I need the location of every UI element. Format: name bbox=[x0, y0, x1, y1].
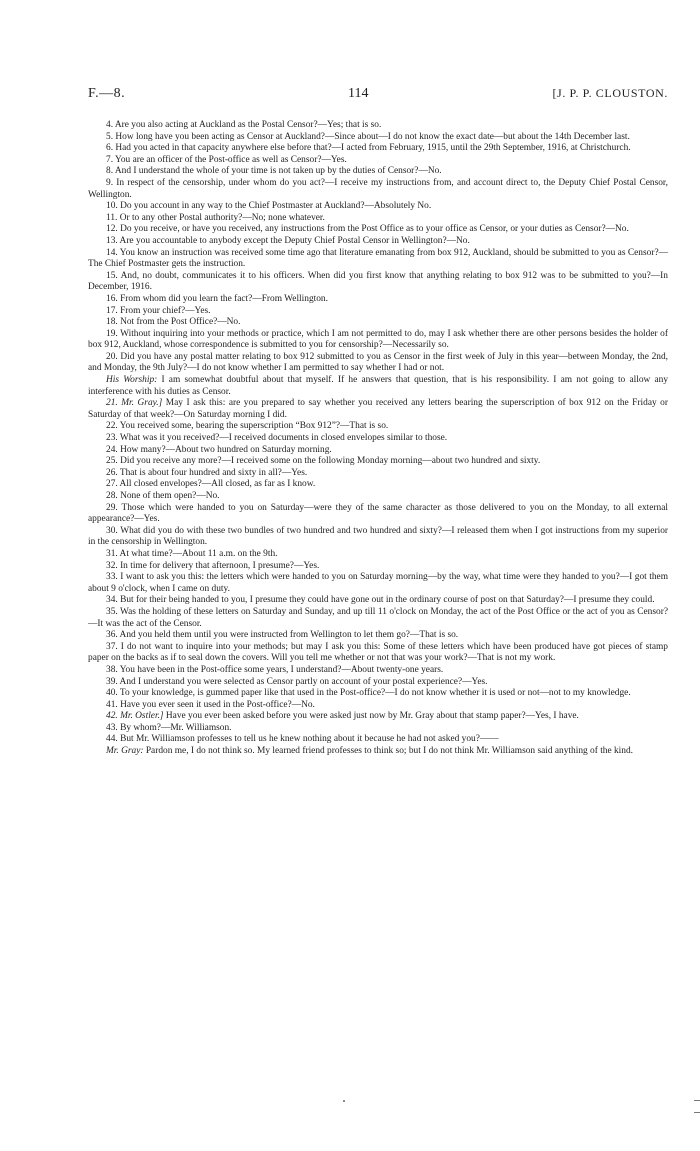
paragraph-text: 10. Do you account in any way to the Chief Postmaster at Auckland?—Absolutely No. bbox=[106, 201, 432, 212]
paragraph-text: 13. Are you accountable to anybody except the Deputy Chief Postal Censor in Wellington?—No. bbox=[106, 235, 470, 246]
testimony-paragraph bbox=[88, 526, 668, 549]
testimony-paragraph bbox=[88, 120, 668, 132]
paragraph-text: Have you ever been asked before you were asked just now by Mr. Gray about that stamp paper?—Yes, I have. bbox=[165, 711, 579, 722]
paragraph-text: 36. And you held them until you were instructed from Wellington to let them go?—That is so. bbox=[106, 630, 459, 641]
paragraph-text: 32. In time for delivery that afternoon, I presume?—Yes. bbox=[106, 560, 320, 571]
paragraph-text: 17. From your chief?—Yes. bbox=[106, 305, 211, 316]
paragraph-text: 18. Not from the Post Office?—No. bbox=[106, 317, 241, 328]
testimony-paragraph bbox=[88, 711, 668, 723]
paragraph-text: 37. I do not want to inquire into your methods; but may I ask you this: Some of these letters which have been produced have got pieces of stamp paper on the backs as if to seal down the covers. Will you tell me whether or not that was your work?—That is not my work. bbox=[88, 641, 668, 664]
testimony-paragraph bbox=[88, 398, 668, 421]
paragraph-text: 24. How many?—About two hundred on Saturday morning. bbox=[106, 444, 332, 455]
speaker-label: Mr. Gray: bbox=[106, 746, 144, 757]
paragraph-text: 39. And I understand you were selected as Censor partly on account of your postal experience?—Yes. bbox=[106, 676, 488, 687]
paragraph-text: 15. And, no doubt, communicates it to his officers. When did you first know that anything relating to box 912 was to be submitted to you?—In December, 1916. bbox=[88, 270, 668, 293]
testimony-paragraph bbox=[88, 143, 668, 155]
paragraph-text: 9. In respect of the censorship, under whom do you act?—I receive my instructions from, and account direct to, the Deputy Chief Postal Censor, Wellington. bbox=[88, 177, 668, 200]
page-speck bbox=[343, 1100, 345, 1102]
testimony-paragraph bbox=[88, 677, 668, 689]
testimony-body bbox=[88, 120, 668, 758]
testimony-paragraph bbox=[88, 561, 668, 573]
paragraph-text: 12. Do you receive, or have you received, any instructions from the Post Office as to your office as Censor, or your duties as Censor?—No. bbox=[106, 224, 629, 235]
testimony-paragraph bbox=[88, 294, 668, 306]
paragraph-text: 5. How long have you been acting as Censor at Auckland?—Since about—I do not know the exact date—but about the 14th December last. bbox=[106, 131, 630, 142]
paragraph-text: 22. You received some, bearing the superscription “Box 912”?—That is so. bbox=[106, 421, 389, 432]
testimony-paragraph bbox=[88, 178, 668, 201]
paragraph-text: 4. Are you also acting at Auckland as the Postal Censor?—Yes; that is so. bbox=[106, 120, 382, 130]
testimony-paragraph bbox=[88, 456, 668, 468]
testimony-paragraph bbox=[88, 271, 668, 294]
edge-mark bbox=[694, 1112, 700, 1113]
paragraph-text: 23. What was it you received?—I received documents in closed envelopes similar to those. bbox=[106, 433, 448, 444]
paragraph-text: 33. I want to ask you this: the letters which were handed to you on Saturday morning—by the way, what time were they handed to you?—I got them about 9 o'clock, when I came on duty. bbox=[88, 572, 668, 594]
testimony-paragraph bbox=[88, 734, 668, 746]
paragraph-text: 14. You know an instruction was received some time ago that literature emanating from box 912, Auckland, should be submitted to you as Censor?—The Chief Postmaster gets the instruction. bbox=[88, 247, 668, 270]
edge-mark bbox=[694, 1100, 700, 1101]
page-header bbox=[88, 86, 668, 108]
speaker-label: 42. Mr. Ostler.] bbox=[106, 711, 164, 722]
testimony-paragraph bbox=[88, 352, 668, 375]
testimony-paragraph bbox=[88, 746, 668, 758]
testimony-paragraph bbox=[88, 375, 668, 398]
paragraph-text: 31. At what time?—About 11 a.m. on the 9th. bbox=[106, 548, 278, 559]
testimony-paragraph bbox=[88, 155, 668, 167]
paragraph-text: 44. But Mr. Williamson professes to tell us he knew nothing about it because he had not asked you?—— bbox=[106, 734, 499, 745]
testimony-paragraph bbox=[88, 433, 668, 445]
paragraph-text: 29. Those which were handed to you on Saturday—were they of the same character as those delivered to you on the Monday, to all external appearance?—Yes. bbox=[88, 502, 668, 525]
testimony-paragraph bbox=[88, 166, 668, 178]
document-reference: F.—8. bbox=[88, 86, 126, 101]
paragraph-text: 20. Did you have any postal matter relating to box 912 submitted to you as Censor in the first week of July in this year—between Monday, the 2nd, and Monday, the 9th July?—I do not know whether I am permitted to say whether I had or not. bbox=[88, 351, 668, 374]
paragraph-text: 27. All closed envelopes?—All closed, as far as I know. bbox=[106, 479, 316, 490]
paragraph-text: 19. Without inquiring into your methods or practice, which I am not permitted to do, may I ask whether there are other persons besides the holder of box 912, Auckland, whose correspondence is submitted to you for censorship?—Necessarily so. bbox=[88, 328, 668, 351]
testimony-paragraph bbox=[88, 306, 668, 318]
speaker-label: 21. Mr. Gray.] bbox=[106, 398, 163, 409]
paragraph-text: Pardon me, I do not think so. My learned friend professes to think so; but I do not think Mr. Williamson said anything of the kind. bbox=[145, 746, 633, 757]
paragraph-text: 16. From whom did you learn the fact?—From Wellington. bbox=[106, 293, 328, 304]
testimony-paragraph bbox=[88, 723, 668, 735]
document-page bbox=[88, 86, 668, 758]
testimony-paragraph bbox=[88, 595, 668, 607]
paragraph-text: 28. None of them open?—No. bbox=[106, 491, 220, 501]
paragraph-text: 26. That is about four hundred and sixty in all?—Yes. bbox=[106, 467, 308, 478]
paragraph-text: 6. Had you acted in that capacity anywhere else before that?—I acted from February, 1915, until the 29th September, 1916, at Christchurch. bbox=[106, 143, 631, 154]
testimony-paragraph bbox=[88, 688, 668, 700]
testimony-paragraph bbox=[88, 445, 668, 457]
paragraph-text: 38. You have been in the Post-office some years, I understand?—About twenty-one years. bbox=[106, 664, 444, 675]
testimony-paragraph bbox=[88, 491, 668, 503]
testimony-paragraph bbox=[88, 421, 668, 433]
testimony-paragraph bbox=[88, 317, 668, 329]
testimony-paragraph bbox=[88, 201, 668, 213]
testimony-paragraph bbox=[88, 630, 668, 642]
testimony-paragraph bbox=[88, 549, 668, 561]
testimony-paragraph bbox=[88, 572, 668, 595]
testimony-paragraph bbox=[88, 236, 668, 248]
testimony-paragraph bbox=[88, 468, 668, 480]
paragraph-text: I am somewhat doubtful about that myself. If he answers that question, that is his responsibility. I am not going to allow any interference with his duties as Censor. bbox=[88, 375, 669, 397]
paragraph-text: 11. Or to any other Postal authority?—No; none whatever. bbox=[106, 212, 325, 223]
paragraph-text: 30. What did you do with these two bundles of two hundred and two hundred and sixty?—I released them when I got instructions from my superior in the censorship in Wellington. bbox=[88, 525, 668, 548]
testimony-paragraph bbox=[88, 248, 668, 271]
paragraph-text: 43. By whom?—Mr. Williamson. bbox=[106, 722, 232, 733]
paragraph-text: 41. Have you ever seen it used in the Post-office?—No. bbox=[106, 699, 315, 710]
paragraph-text: 7. You are an officer of the Post-office as well as Censor?—Yes. bbox=[106, 154, 347, 165]
paragraph-text: 8. And I understand the whole of your time is not taken up by the duties of Censor?—No. bbox=[106, 166, 442, 177]
testimony-paragraph bbox=[88, 132, 668, 144]
paragraph-text: May I ask this: are you prepared to say whether you received any letters bearing the superscription of box 912 on the Friday or Saturday of that week?—On Saturday morning I did. bbox=[88, 398, 668, 420]
testimony-paragraph bbox=[88, 479, 668, 491]
page-number: 114 bbox=[348, 86, 369, 101]
testimony-paragraph bbox=[88, 329, 668, 352]
testimony-paragraph bbox=[88, 642, 668, 665]
paragraph-text: 40. To your knowledge, is gummed paper like that used in the Post-office?—I do not know whether it is used or not—not to my knowledge. bbox=[106, 688, 631, 699]
testimony-paragraph bbox=[88, 213, 668, 225]
speaker-label: His Worship: bbox=[106, 375, 158, 386]
testimony-paragraph bbox=[88, 665, 668, 677]
testimony-paragraph bbox=[88, 224, 668, 236]
paragraph-text: 34. But for their being handed to you, I presume they could have gone out in the ordinary course of post on that Saturday?—I presume they could. bbox=[106, 595, 655, 606]
testimony-paragraph bbox=[88, 700, 668, 712]
paragraph-text: 35. Was the holding of these letters on Saturday and Sunday, and up till 11 o'clock on Monday, the act of the Post Office or the act of you as Censor?—It was the act of the Censor. bbox=[88, 606, 668, 629]
testimony-paragraph bbox=[88, 607, 668, 630]
paragraph-text: 25. Did you receive any more?—I received some on the following Monday morning—about two hundred and sixty. bbox=[106, 456, 541, 467]
witness-name: [J. P. P. CLOUSTON. bbox=[552, 86, 668, 100]
testimony-paragraph bbox=[88, 503, 668, 526]
